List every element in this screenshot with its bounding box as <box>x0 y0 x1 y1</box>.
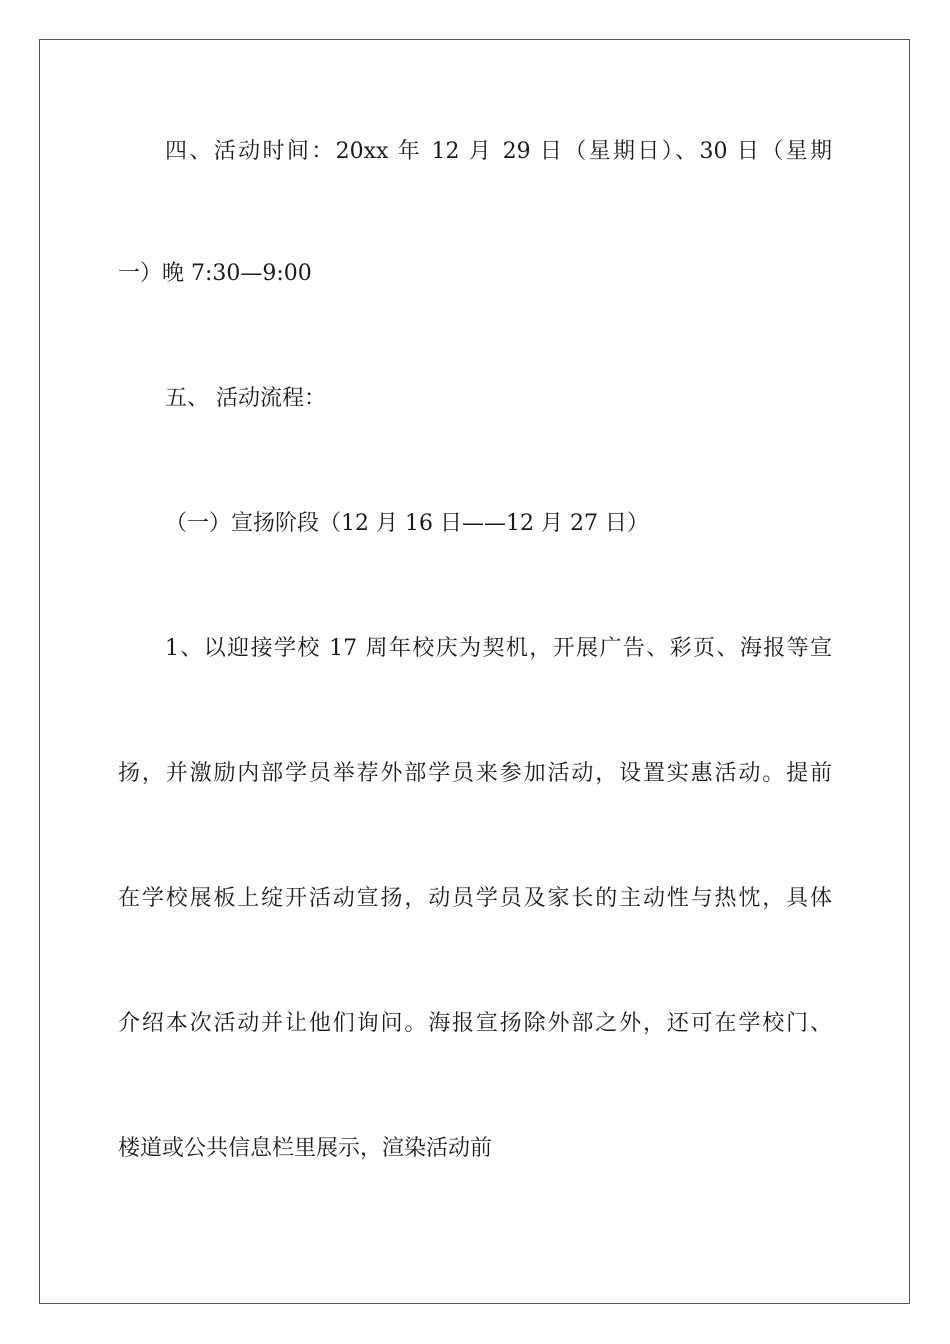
paragraph-promotion-5: 楼道或公共信息栏里展示，渲染活动前 <box>118 1136 493 1161</box>
page-border <box>39 39 910 1304</box>
paragraph-promotion-1: 1、以迎接学校 17 周年校庆为契机，开展广告、彩页、海报等宣 <box>165 636 832 661</box>
paragraph-promotion-3: 在学校展板上绽开活动宣扬，动员学员及家长的主动性与热忱，具体 <box>118 886 832 911</box>
paragraph-activity-time-cont: 一）晚 7:30—9:00 <box>118 261 312 286</box>
paragraph-promotion-4: 介绍本次活动并让他们询问。海报宣扬除外部之外，还可在学校门、 <box>118 1011 832 1036</box>
heading-promotion-stage: （一）宣扬阶段（12 月 16 日——12 月 27 日） <box>165 511 649 536</box>
heading-activity-flow: 五、 活动流程： <box>165 386 326 411</box>
paragraph-activity-time: 四、活动时间：20xx 年 12 月 29 日（星期日）、30 日（星期 <box>165 139 832 164</box>
paragraph-promotion-2: 扬，并激励内部学员举荐外部学员来参加活动，设置实惠活动。提前 <box>118 761 832 786</box>
